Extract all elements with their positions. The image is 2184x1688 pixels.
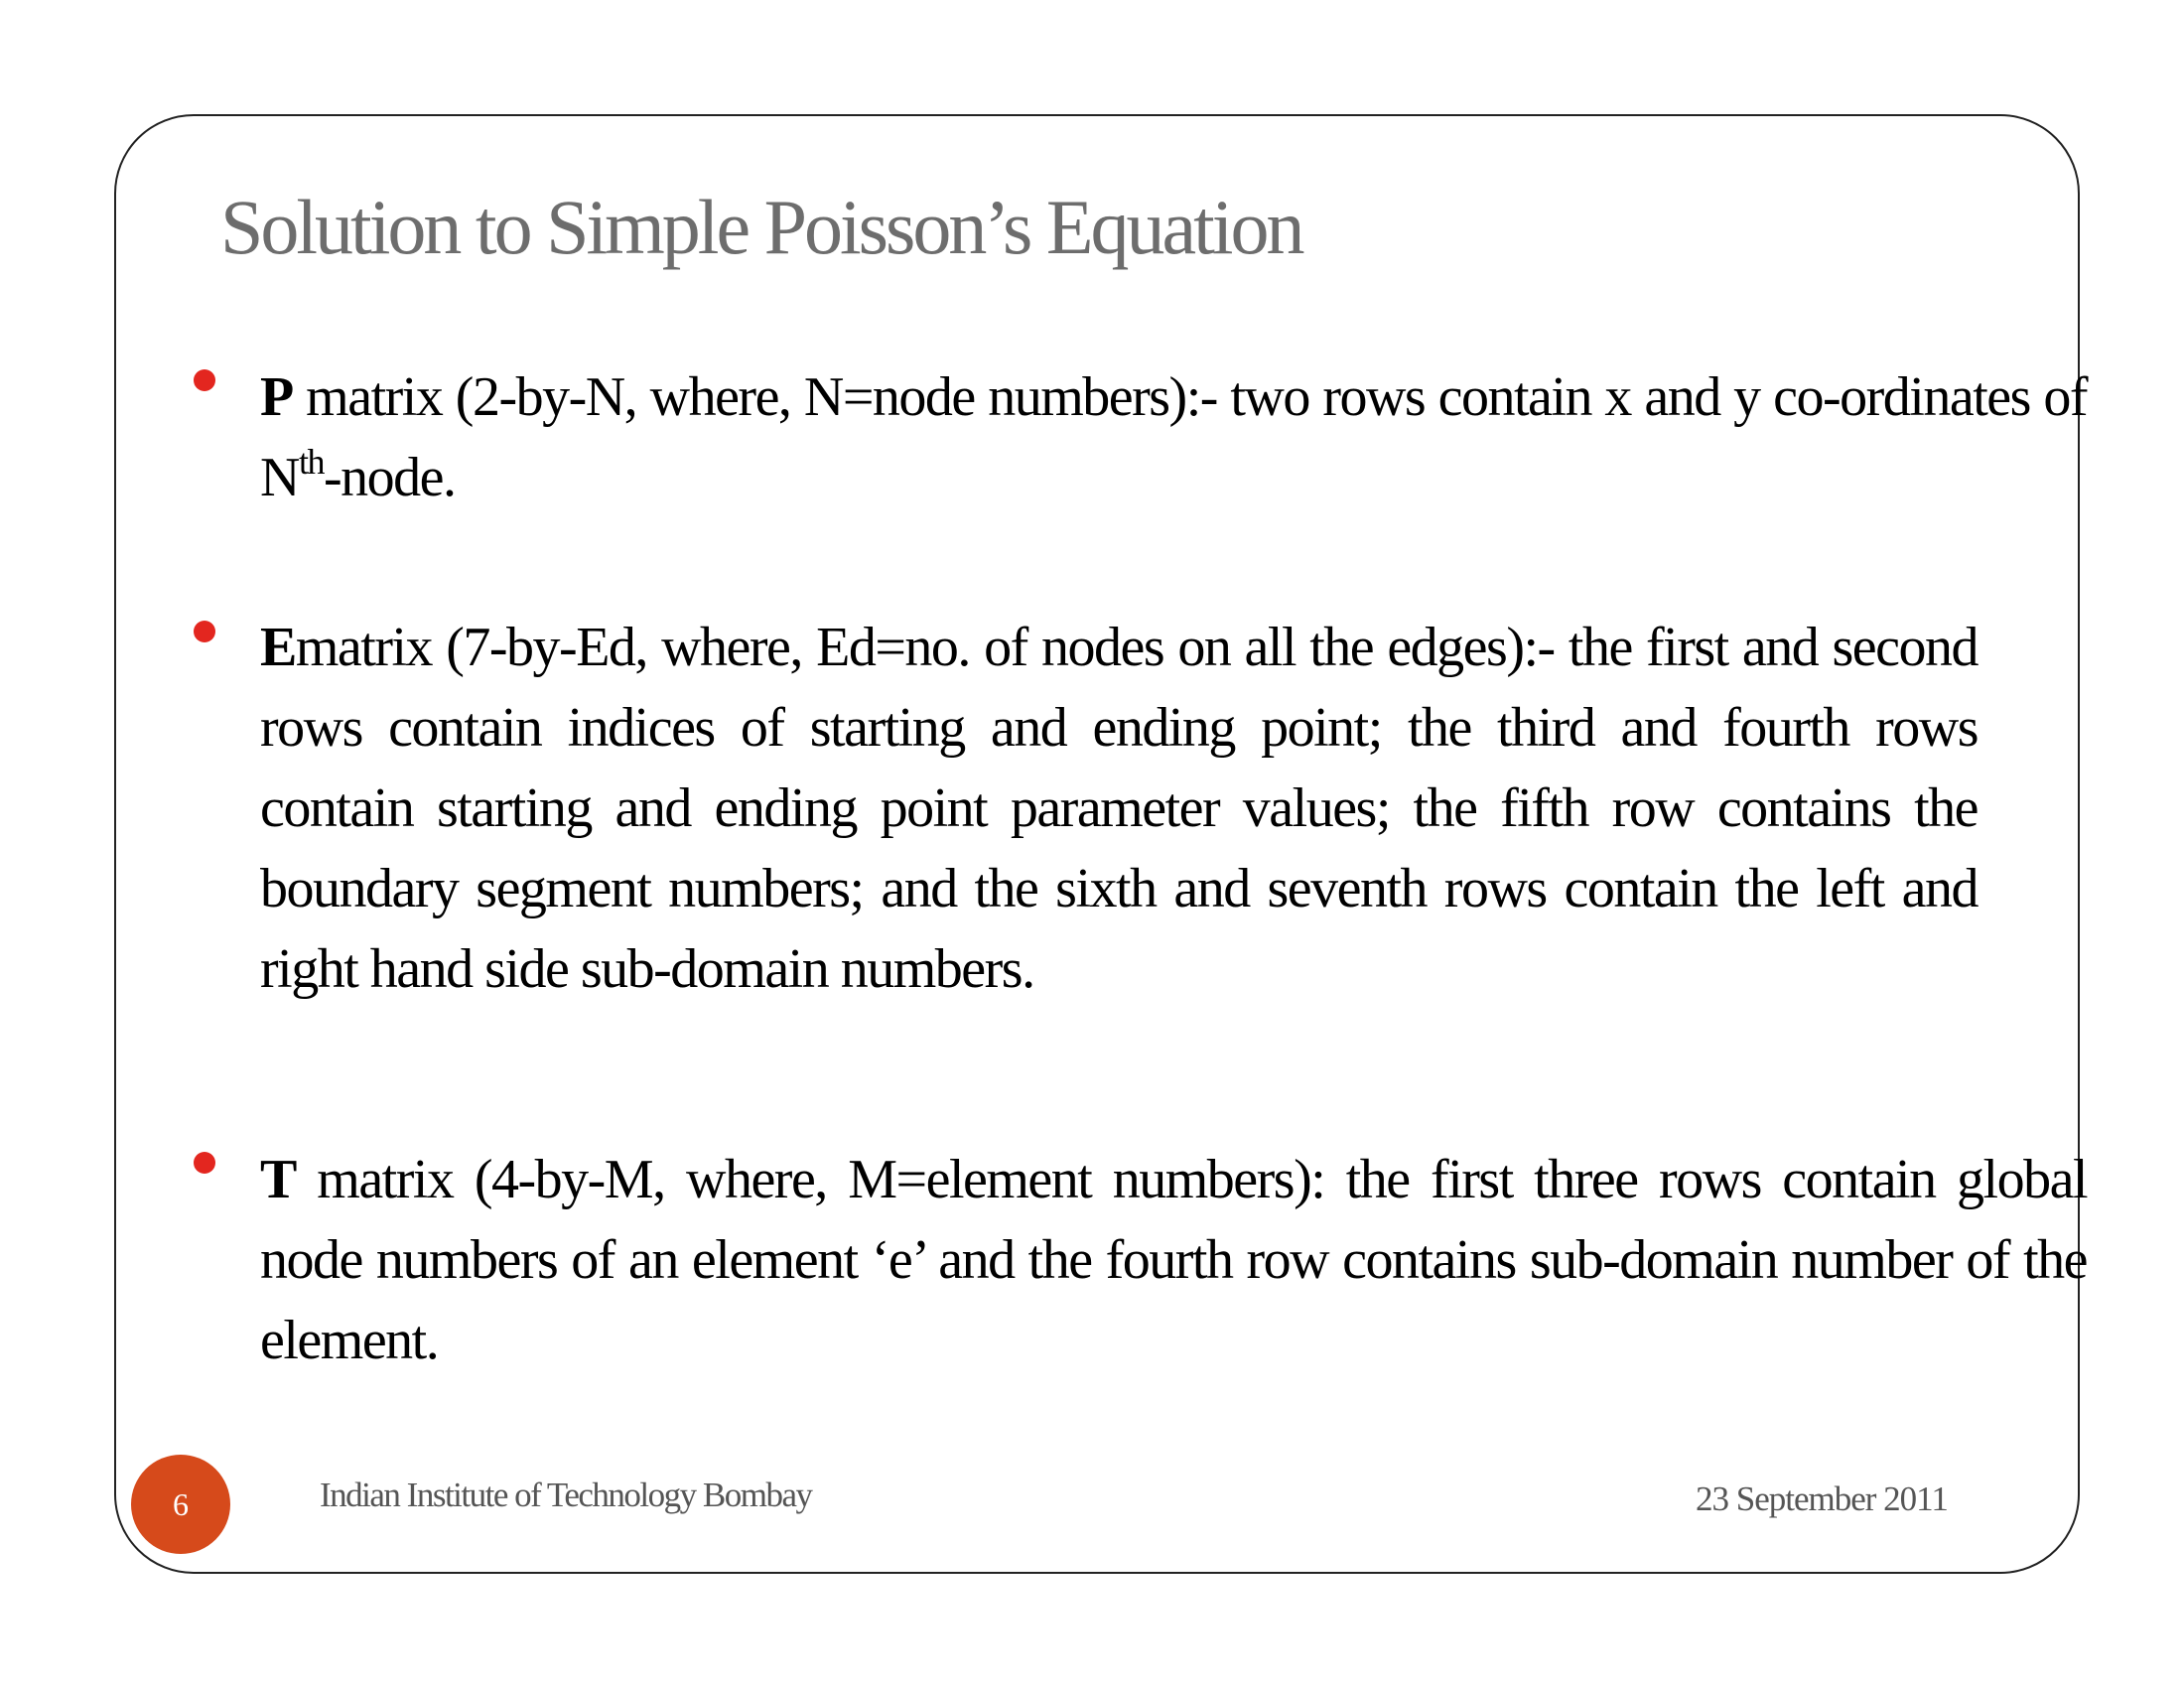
bullet-keyword: T <box>260 1149 296 1210</box>
footer-date: 23 September 2011 <box>1696 1479 1948 1518</box>
bullet-item-t-matrix <box>260 1140 2087 1381</box>
bullet-icon <box>194 1152 215 1174</box>
footer-institution: Indian Institute of Technology Bombay <box>320 1476 812 1514</box>
bullet-keyword: P <box>260 366 293 428</box>
bullet-text: matrix (7-by-Ed, where, Ed=no. of nodes on all the edges):- the first and second rows contain indices of starting and ending point; the third and fourth rows contain starting and ending point parameter values; the fifth row contains the boundary segment numbers; and the sixth and seventh rows contain the left and right hand side sub-domain numbers. <box>260 617 1978 1000</box>
bullet-keyword: E <box>260 617 296 678</box>
page-number-badge: 6 <box>131 1455 230 1554</box>
superscript: th <box>298 442 324 482</box>
bullet-icon <box>194 369 215 391</box>
bullet-icon <box>194 621 215 642</box>
bullet-text: matrix (4-by-M, where, M=element numbers): the first three rows contain global node numbers of an element ‘e’ and the fourth row contains sub-domain number of the element. <box>260 1149 2087 1371</box>
bullet-text: matrix (2-by-N, where, N=node numbers):- two rows contain x and y co-ordinates of N <box>260 366 2087 508</box>
bullet-item-p-matrix <box>260 357 2087 518</box>
bullet-text-end: -node. <box>323 447 456 508</box>
bullet-item-e-matrix <box>260 608 1978 1010</box>
slide-title: Solution to Simple Poisson’s Equation <box>220 184 1302 270</box>
